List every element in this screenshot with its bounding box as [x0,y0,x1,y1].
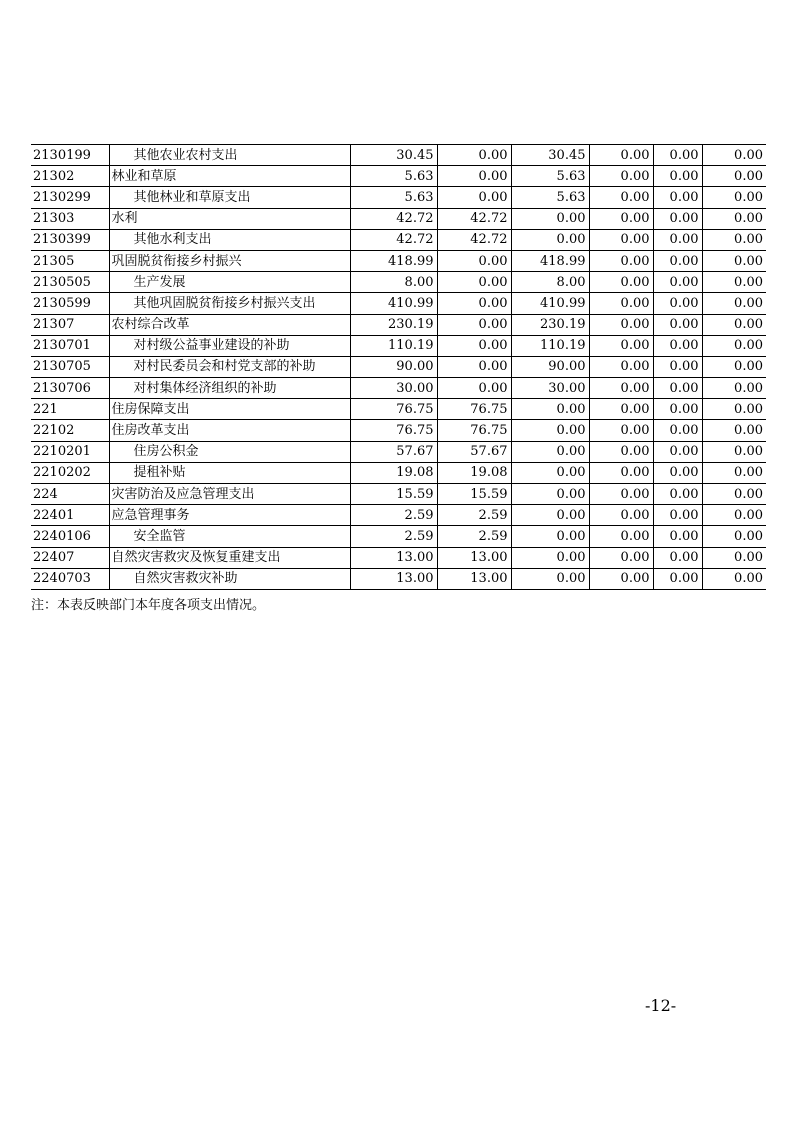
amount-cell: 0.00 [653,526,702,547]
amount-cell: 42.72 [437,208,511,229]
table-body [31,145,766,590]
amount-cell: 0.00 [653,441,702,462]
subject-code-cell: 22102 [31,420,109,441]
subject-name-cell: 水利 [109,208,350,229]
table-row [31,484,766,505]
amount-cell: 0.00 [511,229,589,250]
subject-code-cell: 2130199 [31,145,109,166]
table-row [31,335,766,356]
subject-code-cell: 2130705 [31,356,109,377]
amount-cell: 0.00 [511,526,589,547]
table-row [31,229,766,250]
amount-cell: 0.00 [702,166,766,187]
amount-cell: 0.00 [589,568,653,589]
amount-cell: 42.72 [350,208,437,229]
amount-cell: 42.72 [437,229,511,250]
amount-cell: 8.00 [511,272,589,293]
amount-cell: 110.19 [350,335,437,356]
subject-code-cell: 21305 [31,250,109,271]
amount-cell: 0.00 [702,250,766,271]
amount-cell: 90.00 [350,356,437,377]
amount-cell: 418.99 [511,250,589,271]
amount-cell: 0.00 [511,208,589,229]
amount-cell: 2.59 [437,505,511,526]
subject-name-cell: 提租补贴 [109,462,350,483]
amount-cell: 0.00 [589,208,653,229]
amount-cell: 0.00 [653,272,702,293]
amount-cell: 57.67 [350,441,437,462]
table-row [31,441,766,462]
amount-cell: 0.00 [702,462,766,483]
subject-code-cell: 21307 [31,314,109,335]
amount-cell: 0.00 [511,399,589,420]
expenditure-table [31,144,766,590]
amount-cell: 0.00 [702,441,766,462]
amount-cell: 0.00 [589,166,653,187]
amount-cell: 76.75 [350,420,437,441]
amount-cell: 0.00 [702,420,766,441]
subject-code-cell: 2240703 [31,568,109,589]
table-row [31,208,766,229]
amount-cell: 0.00 [511,547,589,568]
amount-cell: 8.00 [350,272,437,293]
table-row [31,547,766,568]
subject-name-cell: 灾害防治及应急管理支出 [109,484,350,505]
subject-name-cell: 其他巩固脱贫衔接乡村振兴支出 [109,293,350,314]
amount-cell: 13.00 [437,547,511,568]
amount-cell: 2.59 [437,526,511,547]
amount-cell: 0.00 [653,420,702,441]
amount-cell: 0.00 [653,187,702,208]
amount-cell: 13.00 [437,568,511,589]
amount-cell: 0.00 [589,399,653,420]
amount-cell: 0.00 [589,187,653,208]
amount-cell: 76.75 [350,399,437,420]
amount-cell: 0.00 [653,229,702,250]
amount-cell: 0.00 [511,568,589,589]
table-note: 注：本表反映部门本年度各项支出情况。 [31,598,266,613]
amount-cell: 230.19 [511,314,589,335]
subject-code-cell: 2210202 [31,462,109,483]
table-row [31,145,766,166]
amount-cell: 0.00 [653,356,702,377]
amount-cell: 5.63 [350,187,437,208]
subject-code-cell: 2240106 [31,526,109,547]
amount-cell: 5.63 [511,187,589,208]
amount-cell: 0.00 [437,293,511,314]
amount-cell: 0.00 [437,314,511,335]
amount-cell: 5.63 [511,166,589,187]
amount-cell: 13.00 [350,568,437,589]
table-row [31,272,766,293]
subject-name-cell: 住房改革支出 [109,420,350,441]
subject-code-cell: 21303 [31,208,109,229]
amount-cell: 30.00 [350,378,437,399]
subject-name-cell: 其他水利支出 [109,229,350,250]
amount-cell: 0.00 [511,441,589,462]
amount-cell: 110.19 [511,335,589,356]
table-row [31,378,766,399]
subject-name-cell: 其他林业和草原支出 [109,187,350,208]
subject-name-cell: 其他农业农村支出 [109,145,350,166]
amount-cell: 0.00 [437,378,511,399]
amount-cell: 0.00 [589,314,653,335]
amount-cell: 0.00 [702,314,766,335]
amount-cell: 0.00 [702,484,766,505]
amount-cell: 0.00 [702,547,766,568]
amount-cell: 0.00 [589,356,653,377]
amount-cell: 0.00 [702,145,766,166]
amount-cell: 230.19 [350,314,437,335]
table-row [31,526,766,547]
amount-cell: 0.00 [653,378,702,399]
amount-cell: 0.00 [589,420,653,441]
amount-cell: 30.00 [511,378,589,399]
amount-cell: 13.00 [350,547,437,568]
amount-cell: 410.99 [350,293,437,314]
amount-cell: 0.00 [653,399,702,420]
amount-cell: 0.00 [653,505,702,526]
table-row [31,399,766,420]
subject-code-cell: 2130505 [31,272,109,293]
amount-cell: 0.00 [653,314,702,335]
amount-cell: 0.00 [653,208,702,229]
amount-cell: 0.00 [511,462,589,483]
amount-cell: 0.00 [702,399,766,420]
subject-name-cell: 农村综合改革 [109,314,350,335]
amount-cell: 0.00 [511,484,589,505]
amount-cell: 30.45 [511,145,589,166]
table-row [31,187,766,208]
amount-cell: 0.00 [437,335,511,356]
amount-cell: 30.45 [350,145,437,166]
subject-name-cell: 林业和草原 [109,166,350,187]
amount-cell: 0.00 [589,505,653,526]
subject-code-cell: 224 [31,484,109,505]
table-row [31,356,766,377]
amount-cell: 19.08 [437,462,511,483]
amount-cell: 410.99 [511,293,589,314]
amount-cell: 0.00 [702,187,766,208]
amount-cell: 2.59 [350,505,437,526]
amount-cell: 5.63 [350,166,437,187]
table-row [31,420,766,441]
subject-name-cell: 住房公积金 [109,441,350,462]
amount-cell: 0.00 [589,484,653,505]
amount-cell: 0.00 [702,229,766,250]
amount-cell: 0.00 [702,335,766,356]
table-row [31,166,766,187]
amount-cell: 0.00 [702,356,766,377]
amount-cell: 0.00 [589,441,653,462]
amount-cell: 0.00 [702,208,766,229]
amount-cell: 0.00 [589,272,653,293]
amount-cell: 57.67 [437,441,511,462]
subject-name-cell: 对村级公益事业建设的补助 [109,335,350,356]
amount-cell: 0.00 [702,526,766,547]
subject-code-cell: 2210201 [31,441,109,462]
amount-cell: 0.00 [702,378,766,399]
amount-cell: 0.00 [589,547,653,568]
subject-code-cell: 21302 [31,166,109,187]
amount-cell: 0.00 [437,272,511,293]
table-row [31,462,766,483]
amount-cell: 0.00 [653,250,702,271]
subject-code-cell: 2130701 [31,335,109,356]
amount-cell: 0.00 [702,568,766,589]
amount-cell: 0.00 [702,293,766,314]
amount-cell: 0.00 [589,335,653,356]
table-row [31,505,766,526]
amount-cell: 19.08 [350,462,437,483]
subject-name-cell: 生产发展 [109,272,350,293]
table-row [31,314,766,335]
amount-cell: 2.59 [350,526,437,547]
subject-code-cell: 22407 [31,547,109,568]
amount-cell: 0.00 [437,187,511,208]
amount-cell: 0.00 [653,293,702,314]
amount-cell: 0.00 [653,462,702,483]
subject-code-cell: 2130299 [31,187,109,208]
table-row [31,293,766,314]
amount-cell: 15.59 [350,484,437,505]
amount-cell: 90.00 [511,356,589,377]
subject-name-cell: 对村民委员会和村党支部的补助 [109,356,350,377]
amount-cell: 0.00 [653,335,702,356]
amount-cell: 0.00 [511,505,589,526]
amount-cell: 0.00 [653,568,702,589]
subject-name-cell: 住房保障支出 [109,399,350,420]
amount-cell: 0.00 [437,145,511,166]
amount-cell: 0.00 [589,526,653,547]
amount-cell: 0.00 [589,378,653,399]
amount-cell: 76.75 [437,420,511,441]
amount-cell: 76.75 [437,399,511,420]
amount-cell: 0.00 [437,166,511,187]
subject-name-cell: 巩固脱贫衔接乡村振兴 [109,250,350,271]
table-row [31,568,766,589]
amount-cell: 0.00 [702,505,766,526]
subject-code-cell: 2130599 [31,293,109,314]
amount-cell: 418.99 [350,250,437,271]
subject-code-cell: 22401 [31,505,109,526]
subject-name-cell: 安全监管 [109,526,350,547]
subject-name-cell: 应急管理事务 [109,505,350,526]
amount-cell: 0.00 [437,250,511,271]
amount-cell: 0.00 [437,356,511,377]
amount-cell: 42.72 [350,229,437,250]
amount-cell: 0.00 [653,484,702,505]
amount-cell: 0.00 [589,293,653,314]
subject-name-cell: 自然灾害救灾及恢复重建支出 [109,547,350,568]
table-row [31,250,766,271]
amount-cell: 0.00 [589,145,653,166]
amount-cell: 0.00 [589,229,653,250]
amount-cell: 0.00 [589,462,653,483]
page-number: -12- [645,996,677,1015]
subject-name-cell: 对村集体经济组织的补助 [109,378,350,399]
amount-cell: 15.59 [437,484,511,505]
amount-cell: 0.00 [702,272,766,293]
amount-cell: 0.00 [653,145,702,166]
amount-cell: 0.00 [653,547,702,568]
subject-name-cell: 自然灾害救灾补助 [109,568,350,589]
amount-cell: 0.00 [589,250,653,271]
subject-code-cell: 221 [31,399,109,420]
subject-code-cell: 2130706 [31,378,109,399]
amount-cell: 0.00 [653,166,702,187]
amount-cell: 0.00 [511,420,589,441]
subject-code-cell: 2130399 [31,229,109,250]
